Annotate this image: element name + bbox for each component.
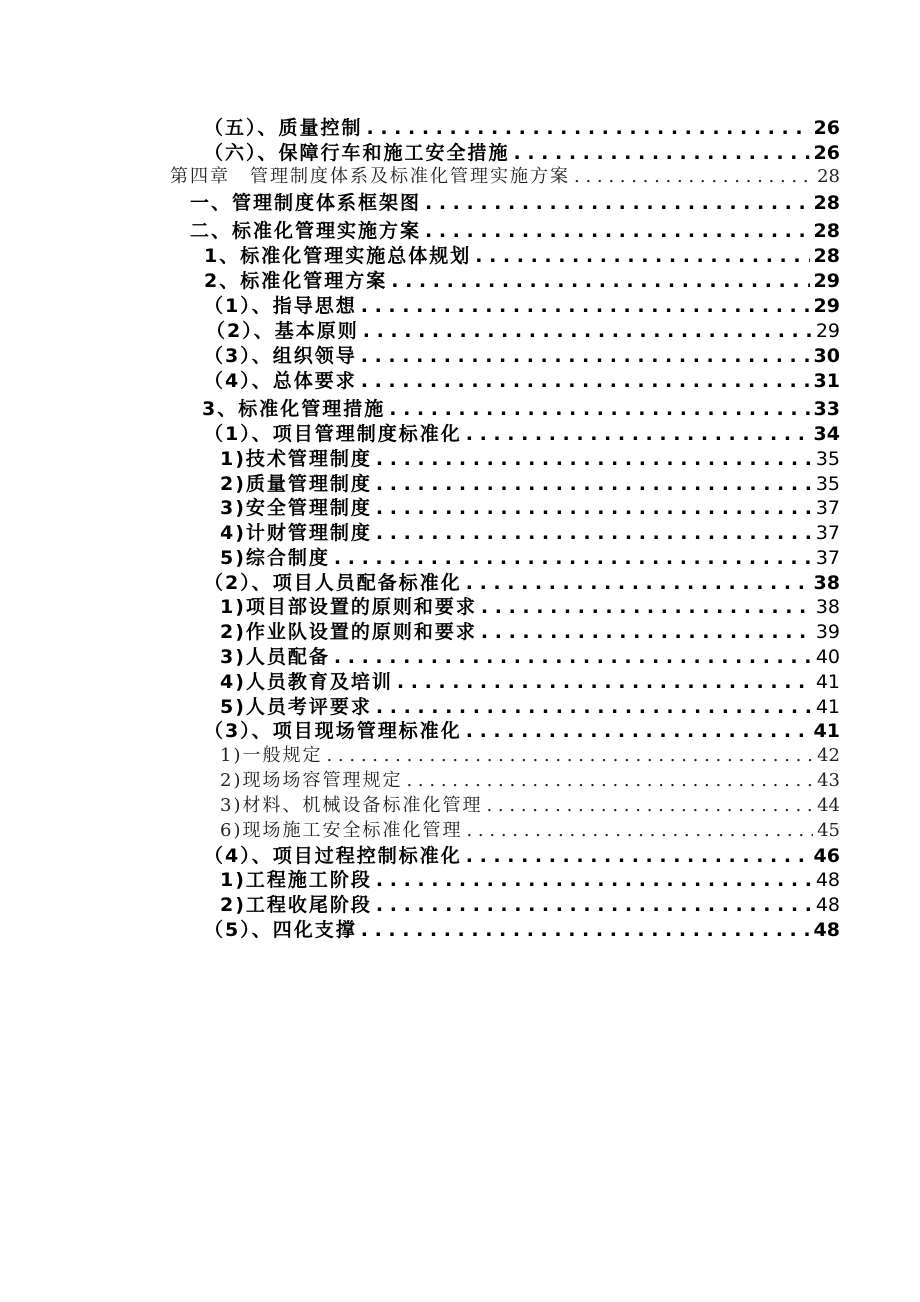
toc-entry[interactable] — [220, 642, 840, 666]
toc-leader — [574, 166, 813, 187]
toc-entry[interactable] — [220, 667, 840, 691]
toc-entry[interactable] — [220, 692, 840, 716]
toc-entry-page: 28 — [817, 166, 840, 187]
toc-leader — [361, 919, 810, 941]
toc-entry-title: 3、标准化管理措施 — [202, 398, 386, 420]
toc-entry[interactable] — [220, 816, 840, 840]
toc-entry-page: 40 — [815, 646, 840, 668]
toc-entry-title: （五）、质量控制 — [204, 117, 363, 139]
toc-entry[interactable] — [190, 216, 840, 240]
toc-entry[interactable] — [204, 419, 840, 443]
toc-entry[interactable] — [204, 366, 840, 390]
toc-entry-title: 1)技术管理制度 — [220, 448, 372, 470]
toc-entry[interactable] — [220, 865, 840, 889]
toc-entry-title: 1)项目部设置的原则和要求 — [220, 596, 477, 618]
toc-entry[interactable] — [206, 316, 840, 340]
toc-entry-title: （3）、项目现场管理标准化 — [204, 720, 462, 742]
toc-leader — [486, 795, 813, 816]
toc-entry[interactable] — [220, 741, 840, 765]
toc-entry-chapter[interactable] — [170, 162, 840, 186]
toc-entry[interactable] — [220, 890, 840, 914]
toc-entry-page: 41 — [813, 720, 840, 742]
toc-entry[interactable] — [190, 188, 840, 212]
toc-entry-title: 一、管理制度体系框架图 — [190, 192, 422, 214]
toc-entry-title: 2)质量管理制度 — [220, 473, 372, 495]
toc-entry[interactable] — [220, 766, 840, 790]
toc-entry[interactable] — [220, 444, 840, 468]
toc-entry-title: 4)计财管理制度 — [220, 522, 372, 544]
toc-leader — [334, 646, 812, 668]
toc-leader — [361, 370, 810, 392]
toc-entry-title: 2)现场场容管理规定 — [220, 770, 403, 791]
toc-entry[interactable] — [220, 791, 840, 815]
toc-leader — [326, 745, 813, 766]
toc-entry-page: 43 — [817, 770, 840, 791]
toc-entry-title: 3)材料、机械设备标准化管理 — [220, 795, 483, 816]
toc-entry-title: （2）、项目人员配备标准化 — [204, 572, 462, 594]
toc-leader — [466, 845, 810, 867]
toc-entry-title: 1)工程施工阶段 — [220, 869, 372, 891]
toc-entry[interactable] — [220, 592, 840, 616]
toc-leader — [367, 117, 810, 139]
toc-leader — [376, 696, 812, 718]
toc-leader — [361, 295, 810, 317]
toc-entry[interactable] — [204, 568, 840, 592]
toc-entry-title: （2）、基本原则 — [206, 320, 359, 342]
toc-leader — [376, 497, 812, 519]
toc-entry-page: 33 — [813, 398, 840, 420]
toc-entry-page: 26 — [813, 117, 840, 139]
toc-leader — [481, 621, 812, 643]
toc-entry-page: 38 — [813, 572, 840, 594]
toc-leader — [475, 245, 809, 267]
toc-entry-page: 29 — [813, 295, 840, 317]
toc-leader — [466, 572, 810, 594]
toc-entry-title: 4)人员教育及培训 — [220, 671, 393, 693]
toc-entry-page: 30 — [813, 345, 840, 367]
toc-entry-page: 48 — [813, 919, 840, 941]
toc-entry-page: 34 — [813, 423, 840, 445]
toc-entry[interactable] — [204, 138, 840, 162]
toc-entry-title: 3)人员配备 — [220, 646, 330, 668]
toc-entry-page: 28 — [813, 245, 840, 267]
toc-leader — [425, 192, 810, 214]
toc-leader — [376, 473, 812, 495]
toc-entry-page: 26 — [813, 142, 840, 164]
toc-entry[interactable] — [204, 841, 840, 865]
toc-entry[interactable] — [204, 291, 840, 315]
toc-entry-title: （1）、指导思想 — [204, 295, 357, 317]
toc-entry[interactable] — [204, 341, 840, 365]
toc-entry[interactable] — [220, 518, 840, 542]
toc-entry-page: 35 — [815, 448, 840, 470]
toc-entry-page: 38 — [815, 596, 840, 618]
toc-leader — [334, 547, 812, 569]
toc-entry-title: （4）、项目过程控制标准化 — [204, 845, 462, 867]
toc-leader — [466, 820, 813, 841]
toc-entry-title: 第四章 管理制度体系及标准化管理实施方案 — [170, 166, 570, 187]
toc-entry[interactable] — [204, 716, 840, 740]
toc-entry-page: 37 — [815, 497, 840, 519]
toc-entry-title: （4）、总体要求 — [204, 370, 357, 392]
toc-entry-title: 2)工程收尾阶段 — [220, 894, 372, 916]
toc-entry-page: 42 — [817, 745, 840, 766]
toc-entry[interactable] — [220, 469, 840, 493]
toc-leader — [391, 270, 809, 292]
toc-entry-title: 1、标准化管理实施总体规划 — [204, 245, 472, 267]
toc-leader — [363, 320, 812, 342]
toc-leader — [406, 770, 813, 791]
toc-leader — [376, 869, 812, 891]
toc-entry[interactable] — [204, 241, 840, 265]
toc-leader — [466, 720, 810, 742]
toc-leader — [425, 220, 810, 242]
toc-entry-title: 1)一般规定 — [220, 745, 323, 766]
toc-entry-page: 48 — [815, 894, 840, 916]
toc-entry[interactable] — [220, 617, 840, 641]
toc-entry-page: 46 — [813, 845, 840, 867]
toc-entry-title: 5)人员考评要求 — [220, 696, 372, 718]
toc-entry-page: 28 — [813, 192, 840, 214]
toc-leader — [376, 448, 812, 470]
toc-entry-title: 6)现场施工安全标准化管理 — [220, 820, 463, 841]
toc-leader — [397, 671, 812, 693]
toc-entry-page: 37 — [815, 547, 840, 569]
toc-entry-page: 41 — [815, 671, 840, 693]
toc-entry-title: 2、标准化管理方案 — [204, 270, 388, 292]
toc-entry-title: （1）、项目管理制度标准化 — [204, 423, 462, 445]
toc-entry-page: 41 — [815, 696, 840, 718]
toc-entry[interactable] — [204, 266, 840, 290]
toc-entry-title: （3）、组织领导 — [204, 345, 357, 367]
toc-leader — [376, 894, 812, 916]
toc-entry-title: （六）、保障行车和施工安全措施 — [204, 142, 510, 164]
toc-entry-page: 29 — [813, 270, 840, 292]
toc-entry-page: 37 — [815, 522, 840, 544]
toc-entry-page: 45 — [817, 820, 840, 841]
toc-entry-page: 48 — [815, 869, 840, 891]
toc-entry-page: 44 — [817, 795, 840, 816]
toc-entry[interactable] — [204, 113, 840, 137]
toc-leader — [361, 345, 810, 367]
toc-entry-title: 5)综合制度 — [220, 547, 330, 569]
toc-entry[interactable] — [220, 493, 840, 517]
toc-leader — [514, 142, 810, 164]
toc-entry-page: 35 — [815, 473, 840, 495]
toc-entry-page: 28 — [813, 220, 840, 242]
toc-entry-page: 31 — [813, 370, 840, 392]
toc-entry[interactable] — [202, 394, 840, 418]
toc-entry-page: 29 — [815, 320, 840, 342]
toc-entry-title: （5）、四化支撑 — [204, 919, 357, 941]
toc-entry[interactable] — [220, 543, 840, 567]
toc-leader — [376, 522, 812, 544]
toc-leader — [389, 398, 809, 420]
toc-entry-title: 3)安全管理制度 — [220, 497, 372, 519]
toc-entry[interactable] — [204, 915, 840, 939]
toc-leader — [481, 596, 812, 618]
toc-entry-page: 39 — [815, 621, 840, 643]
toc-entry-title: 二、标准化管理实施方案 — [190, 220, 422, 242]
toc-entry-title: 2)作业队设置的原则和要求 — [220, 621, 477, 643]
toc-leader — [466, 423, 810, 445]
